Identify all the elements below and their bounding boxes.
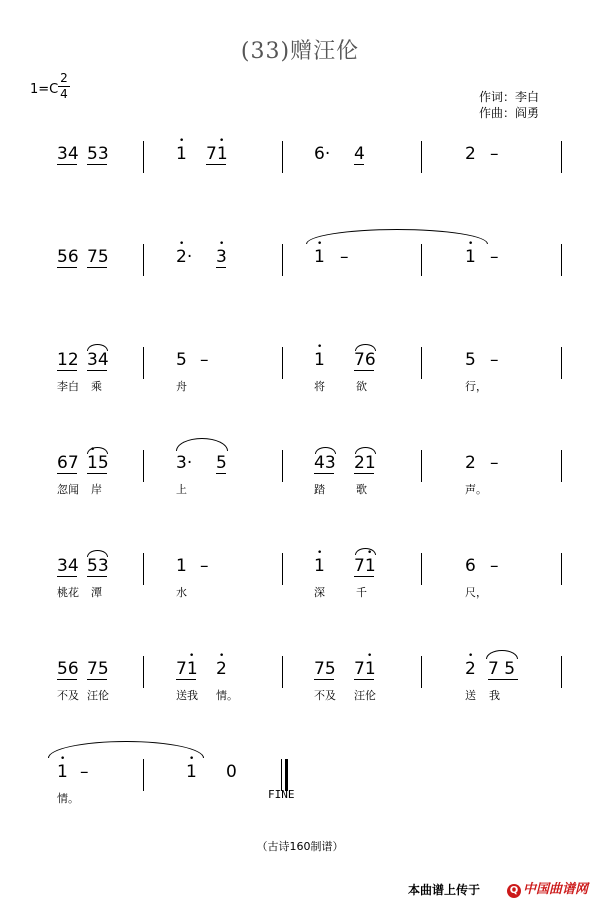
slur-arc [87,550,108,557]
barline [561,141,562,173]
note: 75 [87,247,109,267]
note: 43 [314,453,336,473]
note: 2 [216,659,227,679]
note: – [490,350,499,370]
note: 1 [465,247,476,267]
note: 76 [354,350,376,370]
note: 5 [216,453,227,473]
tie-arc [48,741,204,758]
lyric: 行， [465,380,487,393]
time-signature [58,72,70,101]
high-octave-dot: • [367,548,373,558]
note: – [340,247,349,267]
barline [282,553,283,585]
barline [143,553,144,585]
composer-credit: 作曲：阎勇 [479,106,540,120]
lyric: 深 [314,586,325,599]
barline [421,347,422,379]
note: – [490,247,499,267]
lyric: 将 [314,380,325,393]
note: 71 [354,659,376,679]
slur-arc [355,548,376,555]
slur-arc [315,447,336,454]
lyric: 水 [176,586,187,599]
note: 21 [354,453,376,473]
barline [143,244,144,276]
lyric: 我 [489,689,500,702]
high-octave-dot: • [179,239,185,249]
barline [143,450,144,482]
lyric: 乘 [91,380,102,393]
high-octave-dot: • [317,342,323,352]
lyric: 欲 [356,380,367,393]
high-octave-dot: • [219,136,225,146]
underline-beam [216,267,226,268]
underline-beam [57,267,77,268]
barline [421,141,422,173]
lyric: 潭 [91,586,102,599]
lyric: 踏 [314,483,325,496]
note: 7 5 [488,659,516,679]
barline [561,347,562,379]
note: 1 [57,762,68,782]
note: 2 [465,453,476,473]
barline [421,244,422,276]
note: 56 [57,659,79,679]
lyric: 歌 [356,483,367,496]
high-octave-dot: • [189,651,195,661]
source-note: （古诗160制谱） [256,840,344,853]
underline-beam [314,679,334,680]
high-octave-dot: • [90,445,96,455]
note: 2 [465,144,476,164]
note: 2 [465,659,476,679]
lyric: 上 [176,483,187,496]
lyric: 送 [465,689,476,702]
lyric: 不及 [57,689,79,702]
underline-beam [87,164,107,165]
score-title: (33)赠汪伦 [240,39,360,64]
high-octave-dot: • [60,754,66,764]
slur-arc [87,344,108,351]
lyric: 声。 [465,483,487,496]
underline-beam [206,164,226,165]
note: – [80,762,89,782]
lyric: 李白 [57,380,79,393]
note: 71 [354,556,376,576]
barline [561,553,562,585]
high-octave-dot: • [317,548,323,558]
underline-beam [57,164,77,165]
barline [143,141,144,173]
logo-text: 中国曲谱网 [523,882,589,897]
note: 1 [314,350,325,370]
high-octave-dot: • [317,239,323,249]
underline-beam [216,473,226,474]
underline-beam [57,473,77,474]
note: 5 [465,350,476,370]
underline-beam [314,473,334,474]
slur-arc [355,447,376,454]
barline [421,450,422,482]
note: 67 [57,453,79,473]
high-octave-dot: • [219,651,225,661]
barline [282,656,283,688]
lyric: 情。 [57,792,79,805]
note: – [490,453,499,473]
lyric: 汪伦 [354,689,376,702]
note: 0 [226,762,237,782]
underline-beam [354,576,374,577]
note: – [200,350,209,370]
note: 12 [57,350,79,370]
high-octave-dot: • [468,651,474,661]
logo-mark-icon: Q [507,884,521,898]
note: 75 [87,659,109,679]
note: 56 [57,247,79,267]
note: 15 [87,453,109,473]
final-barline-thick [285,759,288,791]
final-barline-thin [281,759,282,791]
underline-beam [354,370,374,371]
tie-arc [306,229,488,244]
note: – [490,556,499,576]
barline [561,244,562,276]
time-bottom: 4 [60,87,68,101]
underline-beam [87,473,107,474]
note: 4 [354,144,365,164]
note: 3· [176,453,193,473]
lyric: 忽闻 [57,483,79,496]
lyric: 尺， [465,586,487,599]
note: 34 [57,556,79,576]
note: 1 [314,556,325,576]
barline [143,347,144,379]
note: 6 [465,556,476,576]
note: 1 [176,556,187,576]
underline-beam [354,164,364,165]
high-octave-dot: • [219,239,225,249]
note: 53 [87,556,109,576]
underline-beam [87,576,107,577]
underline-beam [354,473,374,474]
underline-beam [87,370,107,371]
barline [282,450,283,482]
note: 1 [186,762,197,782]
lyric: 汪伦 [87,689,109,702]
note: 1 [176,144,187,164]
barline [282,141,283,173]
note: 71 [206,144,228,164]
note: 71 [176,659,198,679]
lyric: 情。 [216,689,238,702]
underline-beam [488,679,518,680]
lyric: 桃花 [57,586,79,599]
note: 5 [176,350,187,370]
note: 2· [176,247,193,267]
barline [561,450,562,482]
upload-text: 本曲谱上传于 [408,883,481,897]
site-logo [507,878,588,898]
barline [561,656,562,688]
barline [143,656,144,688]
underline-beam [354,679,374,680]
note: – [200,556,209,576]
barline [143,759,144,791]
underline-beam [87,267,107,268]
lyric: 送我 [176,689,198,702]
high-octave-dot: • [189,754,195,764]
barline [282,244,283,276]
slur-arc [87,447,108,454]
high-octave-dot: • [367,651,373,661]
note: – [490,144,499,164]
note: 3 [216,247,227,267]
high-octave-dot: • [179,136,185,146]
barline [421,553,422,585]
time-top: 2 [60,71,68,85]
lyric: 岸 [91,483,102,496]
high-octave-dot: • [468,239,474,249]
fine-marker: FINE [268,788,295,801]
barline [282,347,283,379]
note: 75 [314,659,336,679]
underline-beam [57,679,77,680]
note: 34 [87,350,109,370]
lyric: 千 [356,586,367,599]
underline-beam [57,576,77,577]
key-signature: 1=C [30,82,59,97]
note: 53 [87,144,109,164]
lyricist-credit: 作词：李白 [479,90,540,104]
slur-arc [355,344,376,351]
underline-beam [57,370,77,371]
slur-arc [176,438,228,451]
barline [421,656,422,688]
lyric: 不及 [314,689,336,702]
lyric: 舟 [176,380,187,393]
note: 1 [314,247,325,267]
note: 6· [314,144,331,164]
underline-beam [176,679,196,680]
note: 34 [57,144,79,164]
underline-beam [87,679,107,680]
